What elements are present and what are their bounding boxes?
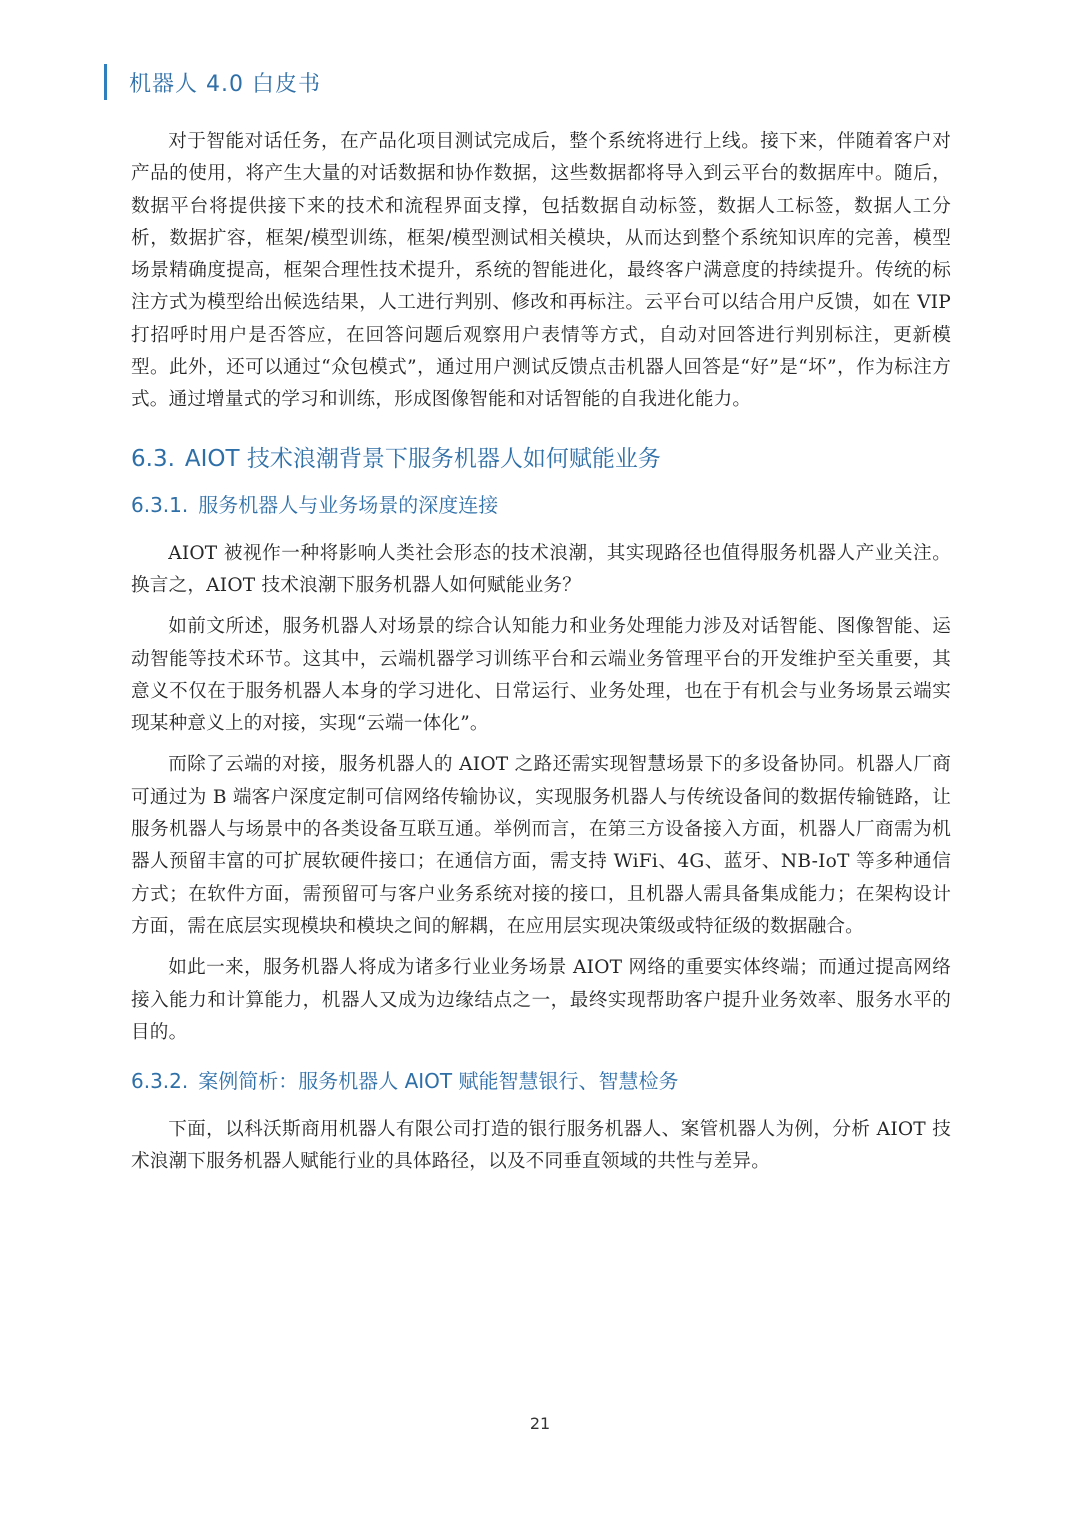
page-number: 21 (529, 1414, 551, 1433)
subsection-number: 6.3.2. (131, 1069, 189, 1094)
section-title: AIOT 技术浪潮背景下服务机器人如何赋能业务 (184, 445, 661, 472)
body-paragraph-2: 如前文所述，服务机器人对场景的综合认知能力和业务处理能力涉及对话智能、图像智能、运动智能等技术环节。这其中，云端机器学习训练平台和云端业务管理平台的开发维护至关重要，其意义不仅在于服务机器人本身的学习进化、日常运行、业务处理，也在于有机会与业务场景云端实现某种意义上的对接，实现“云端一体化”。 (131, 616, 951, 735)
body-paragraph-5: 下面，以科沃斯商用机器人有限公司打造的银行服务机器人、案管机器人为例，分析 AIOT 技术浪潮下服务机器人赋能行业的具体路径，以及不同垂直领域的共性与差异。 (131, 1119, 951, 1173)
subsection-title: 服务机器人与业务场景的深度连接 (198, 492, 499, 517)
section-number: 6.3. (131, 445, 175, 472)
body-paragraph-1: AIOT 被视作一种将影响人类社会形态的技术浪潮，其实现路径也值得服务机器人产业关注。换言之，AIOT 技术浪潮下服务机器人如何赋能业务？ (131, 542, 951, 596)
intro-paragraph: 对于智能对话任务，在产品化项目测试完成后，整个系统将进行上线。接下来，伴随着客户对产品的使用，将产生大量的对话数据和协作数据，这些数据都将导入到云平台的数据库中。随后，数据平台将提供接下来的技术和流程界面支撑，包括数据自动标签，数据人工标签，数据人工分析，数据扩容，框架/模型训练，框架/模型测试相关模块，从而达到整个系统知识库的完善，模型场景精确度提高，框架合理性技术提升，系统的智能进化，最终客户满意度的持续提升。传统的标注方式为模型给出候选结果，人工进行判别、修改和再标注。云平台可以结合用户反馈，如在 VIP 打招呼时用户是否答应，在回答问题后观察用户表情等方式，自动对回答进行判别标注，更新模型。此外，还可以通过“众包模式”，通过用户测试反馈点击机器人回答是“好”是“坏”，作为标注方式。通过增量式的学习和训练，形成图像智能和对话智能的自我进化能力。 (131, 131, 951, 411)
body-paragraph-3: 而除了云端的对接，服务机器人的 AIOT 之路还需实现智慧场景下的多设备协同。机器人厂商可通过为 B 端客户深度定制可信网络传输协议，实现服务机器人与传统设备间的数据传输链路，让服务机器人与场景中的各类设备互联互通。举例而言，在第三方设备接入方面，机器人厂商需为机器人预留丰富的可扩展软硬件接口；在通信方面，需支持 WiFi、4G、蓝牙、NB-IoT 等多种通信方式；在软件方面，需预留可与客户业务系统对接的接口，且机器人需具备集成能力；在架构设计方面，需在底层实现模块和模块之间的解耦，在应用层实现决策级或特征级的数据融合。 (131, 754, 951, 937)
page-header (104, 62, 321, 102)
section-heading-6-3 (131, 440, 951, 473)
subsection-number: 6.3.1. (131, 492, 189, 517)
header-accent-bar (104, 64, 107, 100)
body-paragraph-4: 如此一来，服务机器人将成为诸多行业业务场景 AIOT 网络的重要实体终端；而通过提高网络接入能力和计算能力，机器人又成为边缘结点之一，最终实现帮助客户提升业务效率、服务水平的目的。 (131, 957, 951, 1043)
subsection-title: 案例简析：服务机器人 AIOT 赋能智慧银行、智慧检务 (198, 1069, 679, 1094)
subsection-heading-6-3-2 (131, 1065, 951, 1094)
page-content (131, 126, 951, 1179)
header-title: 机器人 4.0 白皮书 (129, 71, 321, 97)
subsection-heading-6-3-1 (131, 489, 951, 518)
